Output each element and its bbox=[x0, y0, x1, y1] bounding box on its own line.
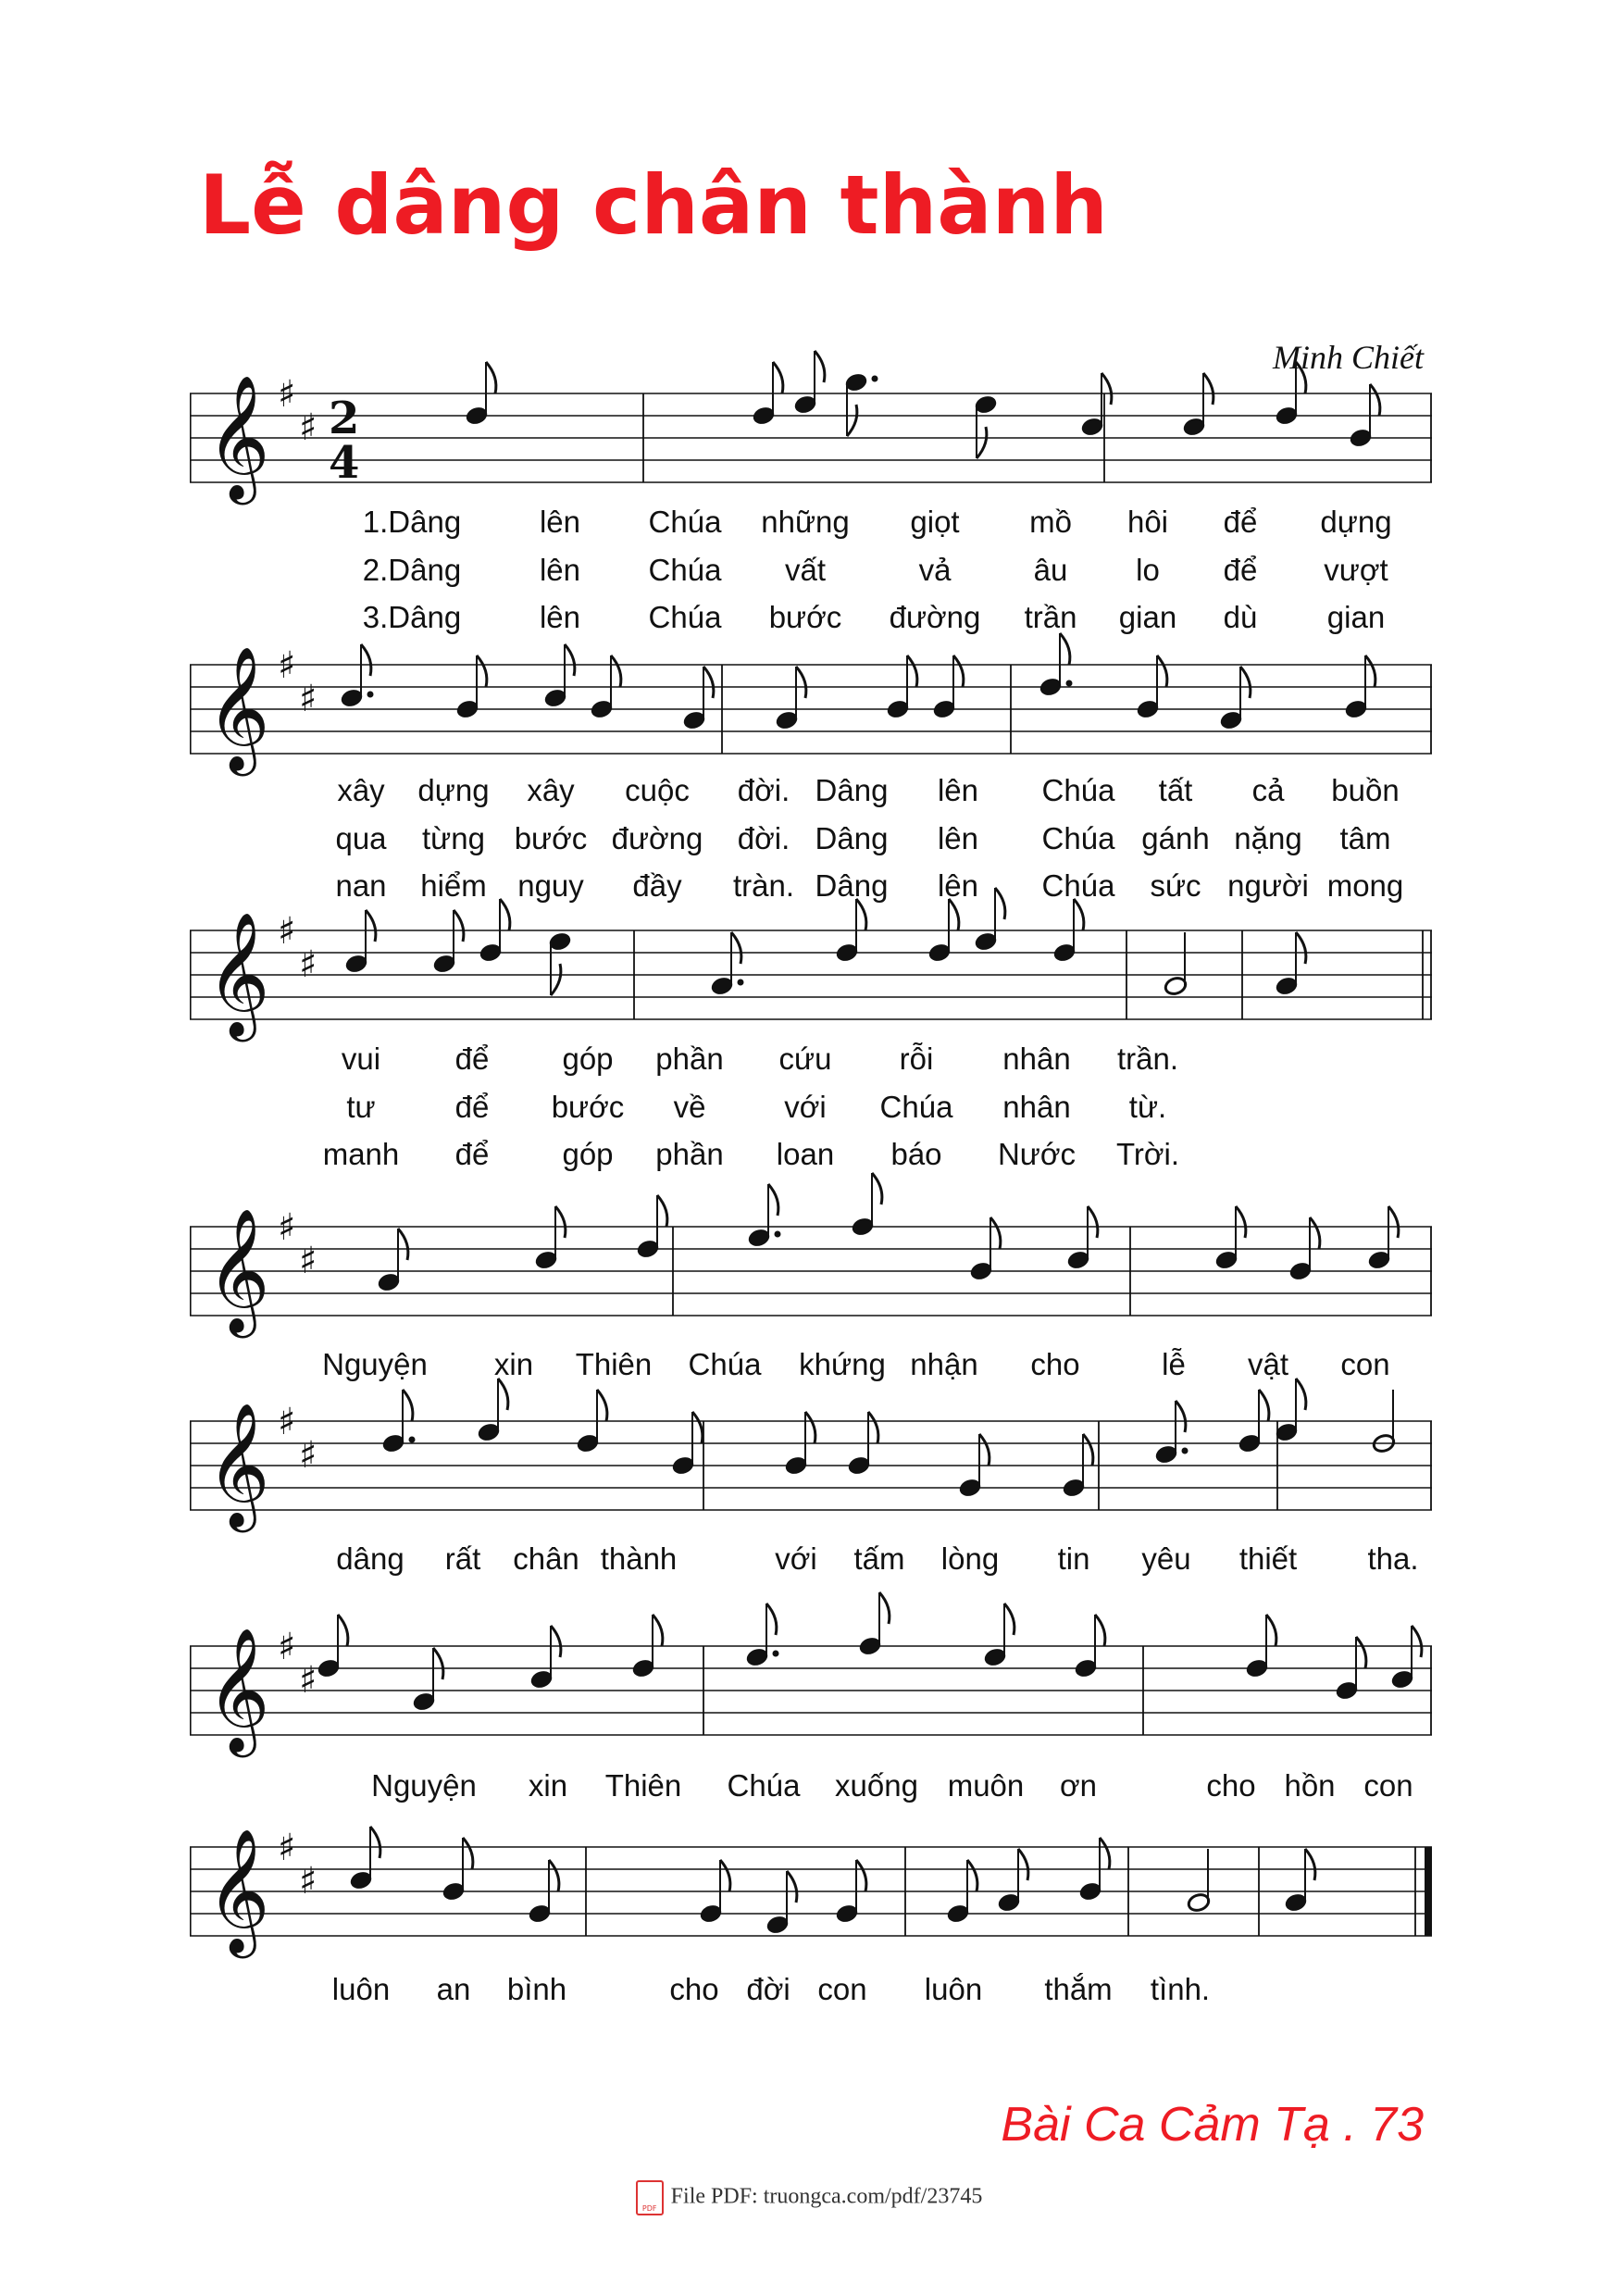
lyric-syllable: thiết bbox=[1238, 1541, 1298, 1576]
lyric-syllable: thành bbox=[600, 1541, 678, 1576]
lyric-line-2 bbox=[190, 821, 1432, 858]
lyric-syllable: luôn bbox=[331, 1972, 391, 2006]
note bbox=[340, 644, 374, 708]
treble-clef-icon: 𝄞 bbox=[206, 911, 270, 1037]
lyric-syllable: cho bbox=[1030, 1347, 1080, 1381]
pdf-footer[interactable] bbox=[0, 2180, 1618, 2215]
svg-text:♯: ♯ bbox=[299, 1434, 317, 1477]
svg-text:♯: ♯ bbox=[299, 678, 317, 720]
lyric-syllable: Chúa bbox=[648, 553, 722, 587]
note bbox=[983, 1603, 1014, 1667]
svg-text:♯: ♯ bbox=[299, 1659, 317, 1702]
song-title: Lễ dâng chân thành bbox=[199, 157, 1108, 253]
svg-text:2: 2 bbox=[329, 393, 360, 445]
book-page-label: Bài Ca Cảm Tạ . 73 bbox=[1001, 2098, 1424, 2152]
lyric-syllable: tư bbox=[346, 1090, 376, 1124]
lyric-syllable: phần bbox=[655, 1042, 724, 1076]
lyric-syllable: vật bbox=[1247, 1347, 1289, 1381]
pdf-file-icon bbox=[636, 2180, 664, 2215]
lyric-line-2 bbox=[190, 1090, 1432, 1127]
lyric-syllable: bước bbox=[514, 821, 588, 855]
lyric-line-1 bbox=[190, 773, 1432, 810]
lyric-syllable: Nước bbox=[997, 1137, 1077, 1171]
svg-text:4: 4 bbox=[329, 437, 360, 490]
lyric-syllable: 1.Dâng bbox=[362, 505, 462, 539]
lyric-syllable: nhân bbox=[1002, 1090, 1071, 1124]
lyric-syllable: lên bbox=[539, 553, 581, 587]
treble-clef-icon: 𝄞 bbox=[206, 1627, 270, 1753]
lyric-syllable: rất bbox=[444, 1541, 481, 1576]
lyric-syllable: bình bbox=[506, 1972, 567, 2006]
note bbox=[858, 1592, 890, 1656]
lyric-syllable: tình. bbox=[1150, 1972, 1211, 2006]
lyric-syllable: phần bbox=[655, 1137, 724, 1171]
lyric-syllable: lên bbox=[539, 505, 581, 539]
lyric-syllable: từ. bbox=[1128, 1090, 1167, 1124]
lyric-syllable: vượt bbox=[1324, 553, 1388, 587]
music-system-2 bbox=[190, 609, 1432, 903]
lyric-syllable: nhận bbox=[910, 1347, 978, 1381]
treble-clef-icon: 𝄞 bbox=[206, 645, 270, 771]
staff-7 bbox=[190, 1791, 1432, 1953]
svg-text:♯: ♯ bbox=[278, 1401, 296, 1443]
lyric-syllable: thắm bbox=[1044, 1972, 1113, 2006]
lyric-syllable: xin bbox=[528, 1768, 568, 1803]
lyric-syllable: yêu bbox=[1141, 1541, 1191, 1576]
note bbox=[745, 1603, 779, 1667]
note bbox=[851, 1173, 882, 1237]
lyric-syllable: tràn. bbox=[732, 868, 795, 903]
lyric-syllable: đời bbox=[746, 1972, 790, 2006]
lyric-syllable: nan bbox=[335, 868, 387, 903]
lyric-syllable: con bbox=[817, 1972, 867, 2006]
note bbox=[775, 667, 806, 730]
lyric-syllable: tất bbox=[1158, 773, 1193, 807]
lyric-syllable: Chúa bbox=[1041, 821, 1115, 855]
lyric-syllable: Chúa bbox=[648, 600, 722, 634]
lyric-syllable: bước bbox=[551, 1090, 625, 1124]
note bbox=[534, 1206, 566, 1270]
lyric-line-1 bbox=[190, 505, 1432, 542]
footer-link[interactable]: File PDF: truongca.com/pdf/23745 bbox=[670, 2184, 983, 2209]
note bbox=[710, 932, 744, 996]
note bbox=[1275, 1379, 1306, 1442]
staff-lines bbox=[190, 1646, 1432, 1735]
lyric-syllable: vui bbox=[341, 1042, 381, 1076]
treble-clef-icon: 𝄞 bbox=[206, 1828, 270, 1953]
note bbox=[412, 1648, 443, 1712]
note bbox=[793, 351, 825, 415]
note bbox=[543, 644, 575, 708]
lyric-syllable: trần bbox=[1024, 600, 1077, 634]
lyric-syllable: đời. bbox=[737, 773, 790, 807]
music-system-6 bbox=[190, 1591, 1432, 1803]
lyric-syllable: lễ bbox=[1162, 1347, 1186, 1381]
lyric-syllable: để bbox=[1223, 505, 1258, 539]
note bbox=[344, 910, 376, 974]
lyric-syllable: từng bbox=[422, 821, 485, 855]
lyric-syllable: lo bbox=[1136, 553, 1160, 587]
treble-clef-icon: 𝄞 bbox=[206, 1402, 270, 1528]
staff-3 bbox=[190, 875, 1432, 1037]
note bbox=[997, 1849, 1028, 1913]
lyric-syllable: xuống bbox=[835, 1768, 918, 1803]
note bbox=[1219, 667, 1251, 730]
lyric-syllable: chân bbox=[513, 1541, 579, 1576]
note bbox=[1187, 1849, 1211, 1913]
lyric-syllable: báo bbox=[890, 1137, 942, 1171]
note bbox=[1390, 1626, 1422, 1690]
lyric-syllable: mồ bbox=[1029, 505, 1072, 539]
lyric-syllable: cả bbox=[1251, 773, 1285, 807]
note bbox=[974, 888, 1005, 952]
lyric-syllable: Chúa bbox=[879, 1090, 953, 1124]
composer-name: Minh Chiết bbox=[1273, 339, 1424, 376]
lyric-syllable: Chúa bbox=[688, 1347, 762, 1381]
lyric-syllable: lòng bbox=[940, 1541, 1000, 1576]
lyric-syllable: Dâng bbox=[815, 821, 889, 855]
note bbox=[1164, 932, 1188, 996]
lyric-syllable: nguy bbox=[517, 868, 584, 903]
lyric-syllable: rỗi bbox=[899, 1042, 934, 1076]
lyric-syllable: giọt bbox=[910, 505, 960, 539]
lyric-syllable: qua bbox=[335, 821, 387, 855]
music-system-5 bbox=[190, 1366, 1432, 1576]
lyric-syllable: đường bbox=[611, 821, 703, 855]
note bbox=[1066, 1206, 1098, 1270]
staff-lines bbox=[190, 665, 1432, 754]
lyric-syllable: cuộc bbox=[625, 773, 690, 807]
lyric-syllable: tin bbox=[1057, 1541, 1090, 1576]
lyric-syllable: muôn bbox=[947, 1768, 1025, 1803]
lyric-syllable: dâng bbox=[336, 1541, 404, 1576]
lyric-syllable: tâm bbox=[1339, 821, 1391, 855]
staff-lines bbox=[190, 1227, 1432, 1316]
staff-4 bbox=[190, 1171, 1432, 1333]
svg-text:♯: ♯ bbox=[278, 1626, 296, 1668]
lyric-syllable: loan bbox=[776, 1137, 835, 1171]
lyric-syllable: tha. bbox=[1367, 1541, 1419, 1576]
staff-lines bbox=[190, 930, 1432, 1019]
lyric-syllable: tấm bbox=[853, 1541, 905, 1576]
lyric-syllable: với bbox=[784, 1090, 827, 1124]
lyric-syllable: khứng bbox=[799, 1347, 886, 1381]
staff-6 bbox=[190, 1591, 1432, 1753]
lyric-syllable: gian bbox=[1326, 600, 1386, 634]
lyric-syllable: để bbox=[1223, 553, 1258, 587]
lyric-syllable: hiểm bbox=[420, 868, 487, 903]
note bbox=[432, 910, 464, 974]
lyric-syllable: đời. bbox=[737, 821, 790, 855]
lyric-syllable: Dâng bbox=[815, 868, 889, 903]
lyric-line-3 bbox=[190, 1137, 1432, 1174]
lyric-line-1 bbox=[190, 1972, 1432, 2009]
lyric-line-2 bbox=[190, 553, 1432, 590]
svg-text:♯: ♯ bbox=[278, 1827, 296, 1869]
lyric-syllable: với bbox=[775, 1541, 817, 1576]
lyric-syllable: xây bbox=[337, 773, 385, 807]
lyric-syllable: vất bbox=[784, 553, 827, 587]
lyric-syllable: dựng bbox=[1320, 505, 1392, 539]
staff-lines bbox=[190, 1847, 1432, 1936]
lyric-syllable: đường bbox=[889, 600, 981, 634]
svg-text:♯: ♯ bbox=[278, 1206, 296, 1249]
lyric-syllable: gánh bbox=[1141, 821, 1210, 855]
lyric-syllable: Thiên bbox=[604, 1768, 682, 1803]
lyric-syllable: con bbox=[1340, 1347, 1390, 1381]
svg-text:♯: ♯ bbox=[299, 406, 317, 449]
lyric-syllable: mong bbox=[1326, 868, 1404, 903]
lyric-syllable: âu bbox=[1033, 553, 1068, 587]
note bbox=[747, 1184, 781, 1248]
staff-2 bbox=[190, 609, 1432, 771]
lyric-syllable: luôn bbox=[924, 1972, 983, 2006]
lyric-syllable: dù bbox=[1223, 600, 1258, 634]
note bbox=[1284, 1849, 1315, 1913]
note bbox=[377, 1229, 408, 1292]
lyric-syllable: xin bbox=[493, 1347, 534, 1381]
lyric-syllable: cho bbox=[669, 1972, 719, 2006]
svg-text:♯: ♯ bbox=[278, 373, 296, 416]
staff-lines bbox=[190, 1421, 1432, 1510]
note bbox=[1182, 373, 1214, 437]
note bbox=[974, 394, 998, 458]
note bbox=[1275, 932, 1306, 996]
lyric-syllable: buồn bbox=[1331, 773, 1400, 807]
lyric-syllable: Chúa bbox=[1041, 868, 1115, 903]
lyric-syllable: manh bbox=[322, 1137, 400, 1171]
lyric-syllable: gian bbox=[1118, 600, 1177, 634]
music-system-7 bbox=[190, 1791, 1432, 2006]
svg-text:♯: ♯ bbox=[278, 910, 296, 953]
lyric-syllable: những bbox=[761, 505, 850, 539]
lyric-syllable: bước bbox=[768, 600, 842, 634]
lyric-syllable: đầy bbox=[632, 868, 682, 903]
lyric-syllable: vả bbox=[918, 553, 952, 587]
time-signature bbox=[329, 393, 359, 489]
lyric-syllable: trần. bbox=[1116, 1042, 1179, 1076]
lyric-line-1 bbox=[190, 1541, 1432, 1578]
lyric-syllable: Chúa bbox=[727, 1768, 801, 1803]
note bbox=[1367, 1206, 1399, 1270]
lyric-syllable: Thiên bbox=[575, 1347, 653, 1381]
lyric-syllable: xây bbox=[527, 773, 575, 807]
lyric-syllable: lên bbox=[539, 600, 581, 634]
lyric-syllable: lên bbox=[937, 868, 979, 903]
lyric-syllable: dựng bbox=[417, 773, 490, 807]
lyric-syllable: nhân bbox=[1002, 1042, 1071, 1076]
lyric-syllable: Dâng bbox=[815, 773, 889, 807]
staff-1 bbox=[190, 338, 1432, 500]
svg-text:♯: ♯ bbox=[299, 1240, 317, 1282]
lyric-syllable: nặng bbox=[1234, 821, 1302, 855]
lyric-syllable: hôi bbox=[1126, 505, 1169, 539]
music-system-4 bbox=[190, 1171, 1432, 1381]
note bbox=[682, 667, 714, 730]
note bbox=[1154, 1401, 1189, 1465]
svg-text:♯: ♯ bbox=[299, 1860, 317, 1903]
note bbox=[1214, 1206, 1246, 1270]
lyric-syllable: cho bbox=[1206, 1768, 1256, 1803]
lyric-syllable: Trời. bbox=[1115, 1137, 1180, 1171]
lyric-syllable: cứu bbox=[778, 1042, 832, 1076]
music-system-3 bbox=[190, 875, 1432, 1171]
lyric-syllable: về bbox=[673, 1090, 706, 1124]
lyric-syllable: 3.Dâng bbox=[362, 600, 462, 634]
lyric-line-1 bbox=[190, 1042, 1432, 1079]
lyric-syllable: Nguyện bbox=[371, 1768, 477, 1803]
lyric-syllable: 2.Dâng bbox=[362, 553, 462, 587]
note bbox=[1080, 373, 1112, 437]
note bbox=[529, 1626, 561, 1690]
lyric-syllable: sức bbox=[1150, 868, 1201, 903]
lyric-syllable: Nguyện bbox=[322, 1347, 428, 1381]
music-system-1 bbox=[190, 338, 1432, 634]
lyric-syllable: ơn bbox=[1060, 1768, 1097, 1803]
lyric-syllable: góp bbox=[562, 1137, 614, 1171]
treble-clef-icon: 𝄞 bbox=[206, 1207, 270, 1333]
final-barline bbox=[1425, 1847, 1432, 1936]
lyric-syllable: người bbox=[1227, 868, 1309, 903]
lyric-syllable: con bbox=[1363, 1768, 1413, 1803]
note bbox=[844, 372, 878, 436]
note bbox=[349, 1827, 380, 1890]
lyric-syllable: lên bbox=[937, 773, 979, 807]
lyric-syllable: góp bbox=[562, 1042, 614, 1076]
lyric-syllable: Chúa bbox=[1041, 773, 1115, 807]
lyric-syllable: để bbox=[454, 1042, 490, 1076]
treble-clef-icon: 𝄞 bbox=[206, 374, 270, 500]
lyric-syllable: để bbox=[454, 1090, 490, 1124]
lyric-syllable: Chúa bbox=[648, 505, 722, 539]
lyric-syllable: để bbox=[454, 1137, 490, 1171]
note bbox=[765, 1871, 797, 1935]
lyric-syllable: lên bbox=[937, 821, 979, 855]
note bbox=[548, 931, 572, 995]
lyric-syllable: hồn bbox=[1284, 1768, 1336, 1803]
svg-text:♯: ♯ bbox=[278, 644, 296, 687]
note bbox=[477, 1379, 508, 1442]
staff-5 bbox=[190, 1366, 1432, 1528]
svg-text:♯: ♯ bbox=[299, 943, 317, 986]
lyric-syllable: an bbox=[436, 1972, 471, 2006]
